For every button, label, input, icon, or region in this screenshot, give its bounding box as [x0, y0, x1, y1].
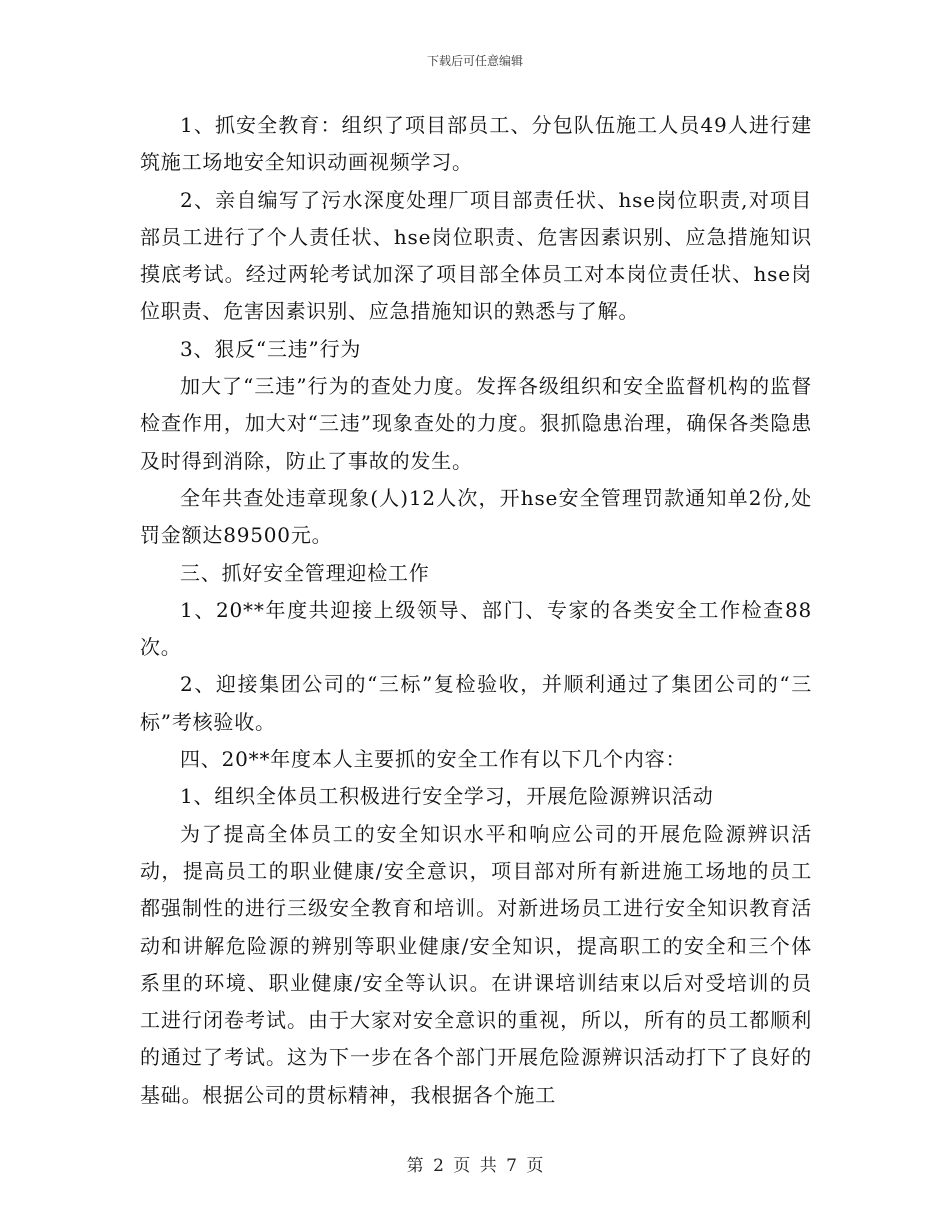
- paragraph-inspections: 1、20**年度共迎接上级领导、部门、专家的各类安全工作检查88次。: [140, 597, 812, 660]
- paragraph-hazard-identification-heading: 1、组织全体员工积极进行安全学习，开展危险源辨识活动: [180, 784, 714, 809]
- paragraph-hazard-identification-detail: 为了提高全体员工的安全知识水平和响应公司的开展危险源辨识活动，提高员工的职业健康/安全意识，项目部对所有新进施工场地的员工都强制性的进行三级安全教育和培训。对新进场员工进行安全知识教育活动和讲解危险源的辨别等职业健康/安全知识，提高职工的安全和三个体系里的环境、职业健康/安全等认识。在讲课培训结束以后对受培训的员工进行闭卷考试。由于大家对安全意识的重视，所以，所有的员工都顺利的通过了考试。这为下一步在各个部门开展危险源辨识活动打下了良好的基础。根据公司的贯标精神，我根据各个施工: [140, 821, 812, 1107]
- page-header: 下载后可任意编辑: [426, 54, 523, 68]
- paragraph-section-four-heading: 四、20**年度本人主要抓的安全工作有以下几个内容：: [180, 747, 687, 772]
- paragraph-safety-education: 1、抓安全教育：组织了项目部员工、分包队伍施工人员49人进行建筑施工场地安全知识动画视频学习。: [140, 113, 812, 175]
- page-footer: 第 2 页 共 7 页: [406, 1156, 544, 1176]
- paragraph-three-standards: 2、迎接集团公司的“三标”复检验收，并顺利通过了集团公司的“三标”考核验收。: [140, 672, 812, 734]
- paragraph-three-violations-detail: 加大了“三违”行为的查处力度。发挥各级组织和安全监督机构的监督检查作用，加大对“三违”现象查处的力度。狠抓隐患治理，确保各类隐患及时得到消除，防止了事故的发生。: [140, 374, 812, 473]
- paragraph-responsibility-letter: 2、亲自编写了污水深度处理厂项目部责任状、hse岗位职责,对项目部员工进行了个人责任状、hse岗位职责、危害因素识别、应急措施知识摸底考试。经过两轮考试加深了项目部全体员工对本岗位责任状、hse岗位职责、危害因素识别、应急措施知识的熟悉与了解。: [140, 187, 812, 324]
- document-body: [140, 107, 812, 1114]
- paragraph-section-three-heading: 三、抓好安全管理迎检工作: [180, 560, 430, 585]
- paragraph-penalty-summary: 全年共查处违章现象(人)12人次，开hse安全管理罚款通知单2份,处罚金额达89500元。: [140, 485, 812, 548]
- paragraph-three-violations-heading: 3、狠反“三违”行为: [180, 336, 362, 361]
